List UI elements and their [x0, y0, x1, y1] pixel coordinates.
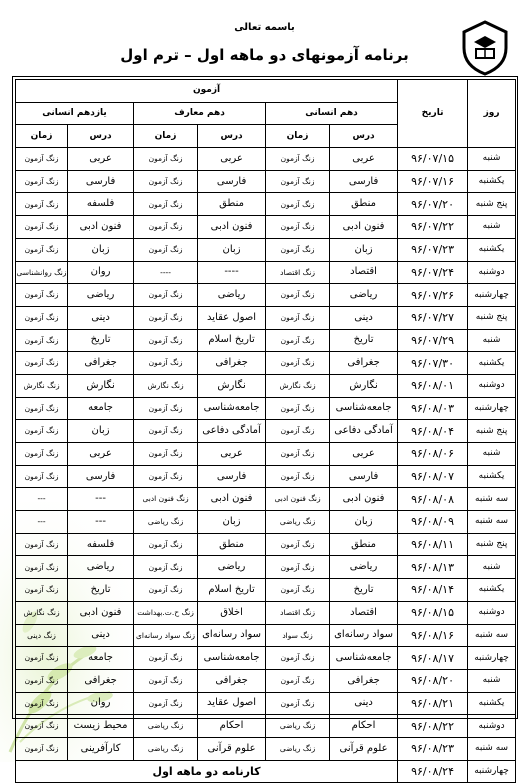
subject-cell: فلسفه	[68, 533, 134, 556]
subject-cell: جغرافی	[198, 352, 266, 375]
table-row	[16, 397, 516, 420]
bless-text: باسمه تعالی	[234, 22, 295, 33]
time-cell: زنگ آزمون	[266, 647, 330, 670]
time-cell: زنگ آزمون	[266, 692, 330, 715]
table-row	[16, 601, 516, 624]
table-row	[16, 715, 516, 738]
subject-cell: منطق	[198, 193, 266, 216]
time-cell: زنگ آزمون	[16, 465, 68, 488]
subject-cell: ریاضی	[330, 284, 398, 307]
time-cell: زنگ نگارش	[266, 374, 330, 397]
subject-cell: جامعه	[68, 397, 134, 420]
table-row	[16, 352, 516, 375]
day-cell: سه شنبه	[468, 624, 516, 647]
subject-cell: تاریخ	[330, 329, 398, 352]
time-cell: زنگ فنون ادبی	[134, 488, 198, 511]
day-cell: دوشنبه	[468, 261, 516, 284]
subject-cell: اقتصاد	[330, 601, 398, 624]
table-row	[16, 148, 516, 171]
day-cell: دوشنبه	[468, 715, 516, 738]
subject-cell: اخلاق	[198, 601, 266, 624]
table-row	[16, 216, 516, 239]
time-cell: زنگ اقتصاد	[266, 261, 330, 284]
subject-cell: کارآفرینی	[68, 737, 134, 760]
header-subject: درس	[330, 125, 398, 148]
subject-cell: جغرافی	[330, 669, 398, 692]
time-cell: زنگ آزمون	[16, 148, 68, 171]
subject-cell: علوم قرآنی	[330, 737, 398, 760]
time-cell: زنگ آزمون	[134, 465, 198, 488]
day-cell: یکشنبه	[468, 352, 516, 375]
time-cell: زنگ آزمون	[266, 170, 330, 193]
time-cell: زنگ آزمون	[16, 715, 68, 738]
time-cell: زنگ آزمون	[134, 397, 198, 420]
day-cell: چهارشنبه	[468, 397, 516, 420]
subject-cell: فنون ادبی	[68, 601, 134, 624]
table-row	[16, 579, 516, 602]
subject-cell: ریاضی	[330, 556, 398, 579]
time-cell: زنگ آزمون	[134, 193, 198, 216]
header-time: زمان	[266, 125, 330, 148]
subject-cell: روان	[68, 261, 134, 284]
subject-cell: ----	[198, 261, 266, 284]
date-cell: ۹۶/۰۸/۰۷	[398, 465, 468, 488]
subject-cell: اقتصاد	[330, 261, 398, 284]
subject-cell: فلسفه	[68, 193, 134, 216]
time-cell: زنگ ریاضی	[266, 737, 330, 760]
time-cell: زنگ دینی	[16, 624, 68, 647]
subject-cell: فارسی	[330, 465, 398, 488]
header-subject: درس	[198, 125, 266, 148]
subject-cell: فارسی	[198, 465, 266, 488]
header-day: روز	[468, 80, 516, 148]
time-cell: زنگ آزمون	[134, 579, 198, 602]
report-card-cell: کارنامه دو ماهه اول	[16, 760, 398, 783]
time-cell: زنگ آزمون	[266, 216, 330, 239]
date-cell: ۹۶/۰۸/۱۷	[398, 647, 468, 670]
day-cell: یکشنبه	[468, 170, 516, 193]
day-cell: شنبه	[468, 669, 516, 692]
date-cell: ۹۶/۰۸/۱۴	[398, 579, 468, 602]
subject-cell: تاریخ	[68, 579, 134, 602]
table-row	[16, 306, 516, 329]
time-cell: زنگ آزمون	[266, 148, 330, 171]
time-cell: زنگ آزمون	[16, 533, 68, 556]
subject-cell: جامعه‌شناسی	[198, 647, 266, 670]
subject-cell: ---	[68, 488, 134, 511]
time-cell: زنگ آزمون	[266, 579, 330, 602]
subject-cell: فنون ادبی	[198, 216, 266, 239]
subject-cell: زبان	[330, 511, 398, 534]
subject-cell: فارسی	[330, 170, 398, 193]
time-cell: زنگ آزمون	[134, 148, 198, 171]
subject-cell: اصول عقاید	[198, 692, 266, 715]
subject-cell: زبان	[198, 238, 266, 261]
time-cell: ----	[134, 261, 198, 284]
time-cell: زنگ آزمون	[16, 579, 68, 602]
time-cell: زنگ آزمون	[16, 556, 68, 579]
time-cell: زنگ آزمون	[266, 443, 330, 466]
subject-cell: فنون ادبی	[68, 216, 134, 239]
subject-cell: منطق	[330, 193, 398, 216]
subject-cell: فنون ادبی	[330, 216, 398, 239]
time-cell: زنگ نگارش	[134, 374, 198, 397]
subject-cell: جغرافی	[330, 352, 398, 375]
time-cell: زنگ آزمون	[16, 692, 68, 715]
subject-cell: روان	[68, 692, 134, 715]
subject-cell: ریاضی	[198, 556, 266, 579]
subject-cell: جغرافی	[68, 669, 134, 692]
date-cell: ۹۶/۰۸/۰۱	[398, 374, 468, 397]
time-cell: زنگ ریاضی	[134, 511, 198, 534]
subject-cell: جامعه‌شناسی	[330, 647, 398, 670]
time-cell: زنگ آزمون	[266, 352, 330, 375]
day-cell: پنج شنبه	[468, 420, 516, 443]
subject-cell: عربی	[330, 148, 398, 171]
table-row	[16, 170, 516, 193]
day-cell: شنبه	[468, 556, 516, 579]
subject-cell: فارسی	[68, 465, 134, 488]
subject-cell: فنون ادبی	[198, 488, 266, 511]
time-cell: زنگ آزمون	[16, 669, 68, 692]
table-row	[16, 284, 516, 307]
subject-cell: جامعه	[68, 647, 134, 670]
day-cell: یکشنبه	[468, 692, 516, 715]
subject-cell: جغرافی	[68, 352, 134, 375]
subject-cell: جامعه‌شناسی	[198, 397, 266, 420]
date-cell: ۹۶/۰۸/۰۴	[398, 420, 468, 443]
date-cell: ۹۶/۰۸/۲۴	[398, 760, 468, 783]
day-cell: سه شنبه	[468, 511, 516, 534]
day-cell: شنبه	[468, 216, 516, 239]
table-row	[16, 193, 516, 216]
time-cell: زنگ آزمون	[266, 329, 330, 352]
subject-cell: عربی	[330, 443, 398, 466]
time-cell: زنگ اقتصاد	[266, 601, 330, 624]
subject-cell: نگارش	[330, 374, 398, 397]
day-cell: پنج شنبه	[468, 533, 516, 556]
day-cell: دوشنبه	[468, 374, 516, 397]
table-row	[16, 624, 516, 647]
subject-cell: عربی	[68, 443, 134, 466]
subject-cell: سواد رسانه‌ای	[198, 624, 266, 647]
subject-cell: محیط زیست	[68, 715, 134, 738]
time-cell: زنگ ریاضی	[134, 737, 198, 760]
date-cell: ۹۶/۰۸/۱۶	[398, 624, 468, 647]
table-row	[16, 261, 516, 284]
time-cell: زنگ آزمون	[16, 443, 68, 466]
table-row	[16, 465, 516, 488]
time-cell: زنگ آزمون	[266, 465, 330, 488]
table-row	[16, 374, 516, 397]
subject-cell: نگارش	[198, 374, 266, 397]
day-cell: چهارشنبه	[468, 647, 516, 670]
date-cell: ۹۶/۰۷/۲۹	[398, 329, 468, 352]
time-cell: زنگ آزمون	[16, 193, 68, 216]
time-cell: زنگ روانشناسی	[16, 261, 68, 284]
subject-cell: دینی	[68, 624, 134, 647]
time-cell: زنگ آزمون	[134, 306, 198, 329]
time-cell: زنگ آزمون	[16, 737, 68, 760]
subject-cell: عربی	[68, 148, 134, 171]
time-cell: زنگ آزمون	[266, 238, 330, 261]
date-cell: ۹۶/۰۸/۲۱	[398, 692, 468, 715]
table-row	[16, 533, 516, 556]
time-cell: زنگ آزمون	[134, 216, 198, 239]
table-row	[16, 669, 516, 692]
date-cell: ۹۶/۰۷/۲۷	[398, 306, 468, 329]
date-cell: ۹۶/۰۷/۲۲	[398, 216, 468, 239]
table-row	[16, 420, 516, 443]
subject-cell: جغرافی	[198, 669, 266, 692]
date-cell: ۹۶/۰۷/۱۶	[398, 170, 468, 193]
subject-cell: زبان	[198, 511, 266, 534]
time-cell: زنگ آزمون	[134, 170, 198, 193]
time-cell: زنگ نگارش	[16, 601, 68, 624]
date-cell: ۹۶/۰۸/۱۵	[398, 601, 468, 624]
date-cell: ۹۶/۰۸/۰۳	[398, 397, 468, 420]
subject-cell: ریاضی	[198, 284, 266, 307]
table-row	[16, 737, 516, 760]
table-row	[16, 760, 516, 783]
subject-cell: سواد رسانه‌ای	[330, 624, 398, 647]
subject-cell: تاریخ اسلام	[198, 329, 266, 352]
subject-cell: احکام	[330, 715, 398, 738]
date-cell: ۹۶/۰۷/۲۴	[398, 261, 468, 284]
time-cell: زنگ آزمون	[134, 352, 198, 375]
subject-cell: ---	[68, 511, 134, 534]
time-cell: زنگ آزمون	[16, 284, 68, 307]
subject-cell: تاریخ اسلام	[198, 579, 266, 602]
day-cell: شنبه	[468, 443, 516, 466]
date-cell: ۹۶/۰۸/۱۱	[398, 533, 468, 556]
subject-cell: تاریخ	[68, 329, 134, 352]
header-exam: آزمون	[16, 80, 398, 103]
time-cell: زنگ آزمون	[134, 669, 198, 692]
time-cell: زنگ آزمون	[16, 329, 68, 352]
time-cell: زنگ آزمون	[134, 238, 198, 261]
subject-cell: احکام	[198, 715, 266, 738]
time-cell: زنگ آزمون	[266, 284, 330, 307]
subject-cell: عربی	[198, 148, 266, 171]
header-subject: درس	[68, 125, 134, 148]
time-cell: زنگ آزمون	[266, 556, 330, 579]
time-cell: زنگ آزمون	[16, 352, 68, 375]
subject-cell: منطق	[198, 533, 266, 556]
time-cell: ---	[16, 488, 68, 511]
time-cell: زنگ ریاضی	[134, 715, 198, 738]
day-cell: پنج شنبه	[468, 193, 516, 216]
subject-cell: نگارش	[68, 374, 134, 397]
table-row	[16, 238, 516, 261]
time-cell: زنگ سواد رسانه‌ای	[134, 624, 198, 647]
day-cell: شنبه	[468, 329, 516, 352]
table-row	[16, 511, 516, 534]
time-cell: زنگ آزمون	[134, 284, 198, 307]
school-logo	[456, 18, 514, 78]
time-cell: زنگ آزمون	[134, 443, 198, 466]
date-cell: ۹۶/۰۷/۲۰	[398, 193, 468, 216]
subject-cell: زبان	[68, 420, 134, 443]
time-cell: زنگ آزمون	[16, 420, 68, 443]
time-cell: زنگ سواد	[266, 624, 330, 647]
table-row	[16, 329, 516, 352]
subject-cell: علوم قرآنی	[198, 737, 266, 760]
day-cell: پنج شنبه	[468, 306, 516, 329]
table-row	[16, 443, 516, 466]
exam-schedule-table	[15, 79, 516, 783]
time-cell: زنگ آزمون	[134, 420, 198, 443]
time-cell: زنگ ریاضی	[266, 511, 330, 534]
date-cell: ۹۶/۰۷/۱۵	[398, 148, 468, 171]
date-cell: ۹۶/۰۷/۲۳	[398, 238, 468, 261]
time-cell: زنگ آزمون	[134, 647, 198, 670]
header-date: تاریخ	[398, 80, 468, 148]
time-cell: زنگ آزمون	[16, 238, 68, 261]
time-cell: زنگ آزمون	[16, 306, 68, 329]
date-cell: ۹۶/۰۸/۲۲	[398, 715, 468, 738]
day-cell: چهارشنبه	[468, 760, 516, 783]
day-cell: سه شنبه	[468, 737, 516, 760]
subject-cell: آمادگی دفاعی	[330, 420, 398, 443]
time-cell: زنگ نگارش	[16, 374, 68, 397]
subject-cell: زبان	[330, 238, 398, 261]
date-cell: ۹۶/۰۷/۲۶	[398, 284, 468, 307]
date-cell: ۹۶/۰۸/۱۳	[398, 556, 468, 579]
table-row	[16, 488, 516, 511]
table-row	[16, 556, 516, 579]
subject-cell: تاریخ	[330, 579, 398, 602]
time-cell: زنگ آزمون	[134, 329, 198, 352]
subject-cell: دینی	[330, 692, 398, 715]
time-cell: زنگ آزمون	[134, 556, 198, 579]
date-cell: ۹۶/۰۸/۰۸	[398, 488, 468, 511]
time-cell: زنگ آزمون	[266, 533, 330, 556]
time-cell: زنگ آزمون	[266, 193, 330, 216]
time-cell: زنگ آزمون	[266, 397, 330, 420]
time-cell: زنگ آزمون	[16, 647, 68, 670]
day-cell: شنبه	[468, 148, 516, 171]
subject-cell: فارسی	[68, 170, 134, 193]
subject-cell: آمادگی دفاعی	[198, 420, 266, 443]
header-group: دهم معارف	[134, 102, 266, 125]
time-cell: زنگ آزمون	[134, 692, 198, 715]
time-cell: زنگ آزمون	[134, 533, 198, 556]
subject-cell: فارسی	[198, 170, 266, 193]
subject-cell: فنون ادبی	[330, 488, 398, 511]
time-cell: زنگ ح.ت.بهداشت	[134, 601, 198, 624]
subject-cell: منطق	[330, 533, 398, 556]
date-cell: ۹۶/۰۷/۳۰	[398, 352, 468, 375]
time-cell: زنگ آزمون	[266, 420, 330, 443]
table-row	[16, 647, 516, 670]
subject-cell: اصول عقاید	[198, 306, 266, 329]
subject-cell: عربی	[198, 443, 266, 466]
time-cell: زنگ آزمون	[16, 216, 68, 239]
day-cell: سه شنبه	[468, 488, 516, 511]
day-cell: چهارشنبه	[468, 284, 516, 307]
time-cell: زنگ فنون ادبی	[266, 488, 330, 511]
subject-cell: ریاضی	[68, 284, 134, 307]
time-cell: زنگ آزمون	[16, 397, 68, 420]
date-cell: ۹۶/۰۸/۰۹	[398, 511, 468, 534]
time-cell: زنگ آزمون	[266, 306, 330, 329]
time-cell: زنگ آزمون	[16, 170, 68, 193]
header-time: زمان	[16, 125, 68, 148]
header-group: یازدهم انسانی	[16, 102, 134, 125]
day-cell: یکشنبه	[468, 579, 516, 602]
day-cell: یکشنبه	[468, 465, 516, 488]
header-group: دهم انسانی	[266, 102, 398, 125]
day-cell: دوشنبه	[468, 601, 516, 624]
date-cell: ۹۶/۰۸/۲۳	[398, 737, 468, 760]
date-cell: ۹۶/۰۸/۰۶	[398, 443, 468, 466]
time-cell: ---	[16, 511, 68, 534]
subject-cell: ریاضی	[68, 556, 134, 579]
day-cell: یکشنبه	[468, 238, 516, 261]
page-title: برنامه آزمونهای دو ماهه اول – ترم اول	[120, 46, 409, 64]
header-time: زمان	[134, 125, 198, 148]
subject-cell: دینی	[330, 306, 398, 329]
subject-cell: دینی	[68, 306, 134, 329]
date-cell: ۹۶/۰۸/۲۰	[398, 669, 468, 692]
subject-cell: زبان	[68, 238, 134, 261]
time-cell: زنگ آزمون	[266, 669, 330, 692]
table-row	[16, 692, 516, 715]
subject-cell: جامعه‌شناسی	[330, 397, 398, 420]
time-cell: زنگ ریاضی	[266, 715, 330, 738]
